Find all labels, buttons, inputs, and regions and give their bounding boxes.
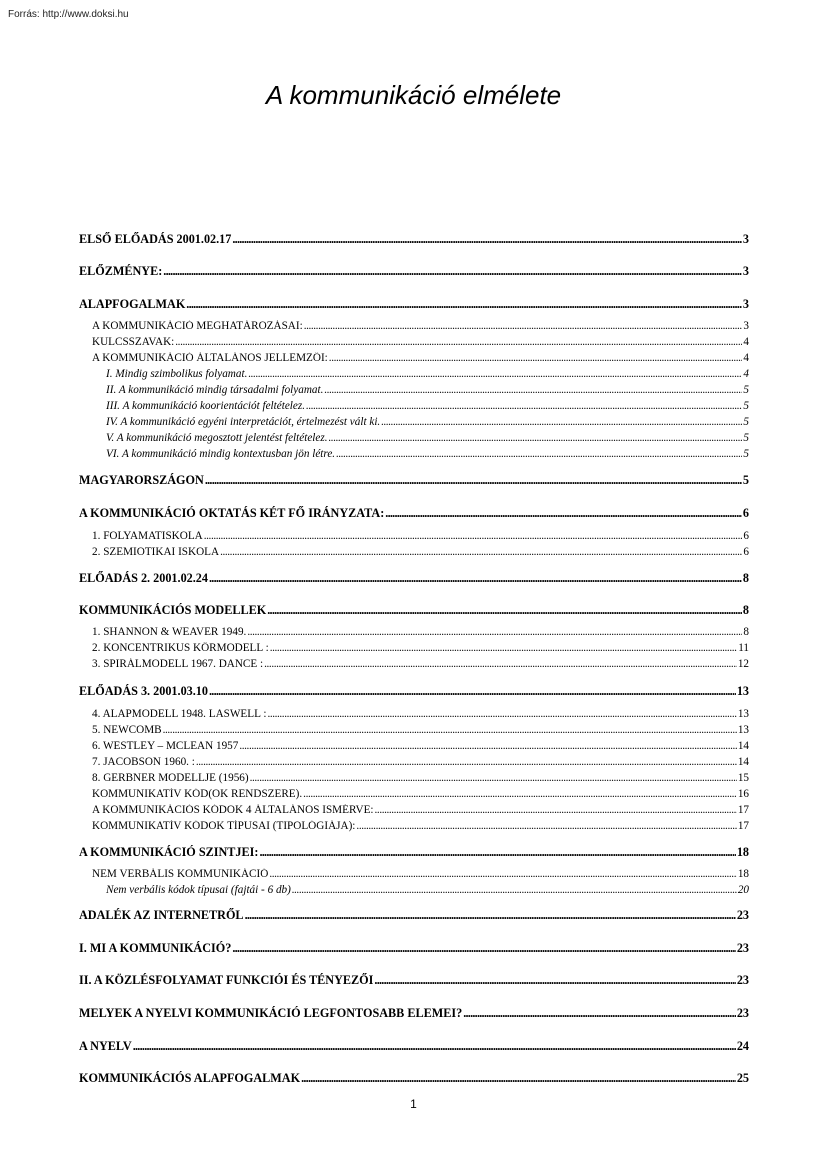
toc-entry[interactable] <box>79 868 749 880</box>
toc-entry-page: 3 <box>742 232 749 246</box>
toc-dot-leader <box>329 432 743 444</box>
toc-dot-leader <box>385 506 742 521</box>
toc-entry[interactable] <box>79 264 749 279</box>
toc-entry[interactable] <box>79 804 749 816</box>
toc-entry-page: 23 <box>736 941 749 955</box>
toc-dot-leader <box>264 658 737 670</box>
toc-entry-title: ELSŐ ELŐADÁS 2001.02.17 <box>79 232 232 246</box>
toc-entry-title: ELŐADÁS 2. 2001.02.24 <box>79 571 208 585</box>
toc-dot-leader <box>205 473 742 488</box>
toc-entry[interactable] <box>79 232 749 247</box>
toc-entry-page: 18 <box>737 868 749 880</box>
toc-dot-leader <box>292 884 737 896</box>
toc-dot-leader <box>133 1039 736 1054</box>
toc-entry-page: 3 <box>742 297 749 311</box>
toc-entry[interactable] <box>79 820 749 832</box>
toc-entry-page: 11 <box>738 642 749 654</box>
toc-entry-title: KOMMUNIKÁCIÓS MODELLEK <box>79 603 267 617</box>
toc-entry-page: 20 <box>737 884 749 896</box>
toc-entry-title: 6. WESTLEY – MCLEAN 1957 <box>92 740 239 752</box>
toc-dot-leader <box>269 868 737 880</box>
toc-dot-leader <box>267 603 742 618</box>
toc-dot-leader <box>463 1006 736 1021</box>
document-title: A kommunikáció elmélete <box>265 80 562 110</box>
toc-dot-leader <box>381 416 742 428</box>
toc-entry[interactable] <box>79 400 749 412</box>
toc-entry-title: A KOMMUNIKÁCIÓS KÓDOK 4 ÁLTALÁNOS ISMÉRVE: <box>92 804 374 816</box>
toc-entry[interactable] <box>79 571 749 586</box>
toc-entry-title: 8. GERBNER MODELLJE (1956) <box>92 772 249 784</box>
toc-entry-title: MELYEK A NYELVI KOMMUNIKÁCIÓ LEGFONTOSABB ELEMEI? <box>79 1006 463 1020</box>
toc-entry[interactable] <box>79 368 749 380</box>
toc-dot-leader <box>175 336 742 348</box>
toc-entry-page: 8 <box>742 603 749 617</box>
toc-entry-title: Nem verbális kódok típusai (fajtái - 6 db) <box>106 884 291 896</box>
toc-dot-leader <box>248 368 742 380</box>
toc-entry-title: 7. JACOBSON 1960. : <box>92 756 195 768</box>
toc-entry-page: 17 <box>737 820 749 832</box>
toc-entry-page: 5 <box>743 432 749 444</box>
toc-entry-title: V. A kommunikáció megosztott jelentést feltételez. <box>106 432 328 444</box>
toc-entry-title: 3. SPIRÁLMODELL 1967. DANCE : <box>92 658 264 670</box>
toc-entry-title: I. MI A KOMMUNIKÁCIÓ? <box>79 941 232 955</box>
toc-entry-page: 12 <box>737 658 749 670</box>
toc-dot-leader <box>306 400 742 412</box>
toc-entry-page: 23 <box>736 1006 749 1020</box>
toc-entry-title: A KOMMUNIKÁCIÓ ÁLTALÁNOS JELLEMZŐI: <box>92 352 328 364</box>
toc-entry-title: NEM VERBÁLIS KOMMUNIKÁCIÓ <box>92 868 269 880</box>
toc-entry[interactable] <box>79 546 749 558</box>
toc-entry-title: 2. KONCENTRIKUS KÖRMODELL : <box>92 642 269 654</box>
toc-entry-title: ALAPFOGALMAK <box>79 297 186 311</box>
source-note: Forrás: http://www.doksi.hu <box>8 9 129 20</box>
toc-entry-page: 5 <box>743 400 749 412</box>
toc-dot-leader <box>301 1071 736 1086</box>
toc-entry-title: 5. NEWCOMB <box>92 724 162 736</box>
toc-entry-page: 23 <box>736 973 749 987</box>
toc-entry-title: ADALÉK AZ INTERNETRŐL <box>79 908 244 922</box>
toc-dot-leader <box>336 448 742 460</box>
toc-dot-leader <box>163 724 737 736</box>
toc-dot-leader <box>239 740 736 752</box>
toc-dot-leader <box>250 772 737 784</box>
toc-entry-page: 14 <box>737 740 749 752</box>
toc-entry[interactable] <box>79 1071 749 1086</box>
toc-entry[interactable] <box>79 772 749 784</box>
toc-entry[interactable] <box>79 658 749 670</box>
toc-dot-leader <box>329 352 743 364</box>
toc-entry-page: 8 <box>743 626 749 638</box>
toc-entry-title: 4. ALAPMODELL 1948. LASWELL : <box>92 708 267 720</box>
toc-dot-leader <box>186 297 742 312</box>
toc-dot-leader <box>232 941 735 956</box>
toc-entry[interactable] <box>79 320 749 332</box>
toc-entry-title: IV. A kommunikáció egyéni interpretációt, értelmezést vált ki. <box>106 416 381 428</box>
toc-entry-page: 5 <box>743 384 749 396</box>
toc-entry-title: KOMMUNIKÁCIÓS ALAPFOGALMAK <box>79 1071 301 1085</box>
toc-entry-page: 18 <box>736 845 749 859</box>
toc-entry-title: I. Mindig szimbolikus folyamat. <box>106 368 248 380</box>
toc-dot-leader <box>163 264 742 279</box>
toc-entry-page: 8 <box>742 571 749 585</box>
toc-entry-title: ELŐZMÉNYE: <box>79 264 163 278</box>
toc-entry-page: 14 <box>737 756 749 768</box>
toc-dot-leader <box>267 708 736 720</box>
toc-entry-page: 4 <box>743 336 749 348</box>
toc-entry[interactable] <box>79 506 749 521</box>
toc-dot-leader <box>375 804 737 816</box>
toc-entry[interactable] <box>79 973 749 988</box>
toc-entry-title: MAGYARORSZÁGON <box>79 473 204 487</box>
toc-entry[interactable] <box>79 788 749 800</box>
toc-entry-page: 6 <box>743 530 749 542</box>
toc-entry-title: A KOMMUNIKÁCIÓ SZINTJEI: <box>79 845 259 859</box>
toc-entry-page: 23 <box>736 908 749 922</box>
toc-dot-leader <box>204 530 743 542</box>
toc-entry[interactable] <box>79 530 749 542</box>
toc-entry-page: 3 <box>742 264 749 278</box>
toc-entry[interactable] <box>79 336 749 348</box>
toc-entry-title: A KOMMUNIKÁCIÓ MEGHATÁROZÁSAI: <box>92 320 303 332</box>
toc-entry[interactable] <box>79 1006 749 1021</box>
toc-dot-leader <box>245 908 736 923</box>
toc-entry-page: 5 <box>743 416 749 428</box>
toc-entry-page: 5 <box>743 448 749 460</box>
toc-dot-leader <box>303 788 737 800</box>
toc-entry[interactable] <box>79 416 749 428</box>
toc-entry-title: VI. A kommunikáció mindig kontextusban jön létre. <box>106 448 336 460</box>
toc-entry-page: 13 <box>736 684 749 698</box>
toc-entry-title: II. A KÖZLÉSFOLYAMAT FUNKCIÓI ÉS TÉNYEZŐI <box>79 973 374 987</box>
toc-entry[interactable] <box>79 845 749 860</box>
toc-entry[interactable] <box>79 473 749 488</box>
toc-entry-title: II. A kommunikáció mindig társadalmi folyamat. <box>106 384 324 396</box>
toc-entry[interactable] <box>79 724 749 736</box>
toc-dot-leader <box>209 684 736 699</box>
toc-entry-page: 4 <box>743 352 749 364</box>
toc-entry-title: KOMMUNIKATÍV KÓDOK TÍPUSAI (TIPOLÓGIÁJA): <box>92 820 356 832</box>
toc-entry[interactable] <box>79 448 749 460</box>
toc-entry-title: KOMMUNIKATÍV KÓD(OK RENDSZERE). <box>92 788 303 800</box>
toc-entry-title: KULCSSZAVAK: <box>92 336 175 348</box>
toc-entry[interactable] <box>79 941 749 956</box>
toc-dot-leader <box>356 820 736 832</box>
toc-entry[interactable] <box>79 384 749 396</box>
toc-dot-leader <box>247 626 742 638</box>
toc-entry[interactable] <box>79 432 749 444</box>
toc-dot-leader <box>209 571 742 586</box>
toc-dot-leader <box>374 973 735 988</box>
toc-entry-page: 17 <box>737 804 749 816</box>
toc-entry[interactable] <box>79 884 749 896</box>
toc-entry[interactable] <box>79 603 749 618</box>
toc-entry[interactable] <box>79 908 749 923</box>
toc-entry[interactable] <box>79 1039 749 1054</box>
toc-entry-title: 1. SHANNON & WEAVER 1949. <box>92 626 247 638</box>
toc-dot-leader <box>220 546 742 558</box>
toc-entry[interactable] <box>79 756 749 768</box>
toc-entry-page: 4 <box>743 368 749 380</box>
toc-entry-title: A KOMMUNIKÁCIÓ OKTATÁS KÉT FŐ IRÁNYZATA: <box>79 506 385 520</box>
toc-entry[interactable] <box>79 642 749 654</box>
toc-entry-page: 6 <box>742 506 749 520</box>
toc-entry-page: 24 <box>736 1039 749 1053</box>
toc-entry-page: 5 <box>742 473 749 487</box>
toc-entry-page: 13 <box>737 708 749 720</box>
toc-entry[interactable] <box>79 626 749 638</box>
toc-entry[interactable] <box>79 684 749 699</box>
toc-entry[interactable] <box>79 740 749 752</box>
toc-entry-page: 16 <box>737 788 749 800</box>
toc-entry-title: ELŐADÁS 3. 2001.03.10 <box>79 684 208 698</box>
toc-entry-page: 13 <box>737 724 749 736</box>
toc-dot-leader <box>232 232 742 247</box>
toc-entry[interactable] <box>79 352 749 364</box>
toc-entry-title: III. A kommunikáció koorientációt feltételez. <box>106 400 306 412</box>
toc-entry-page: 6 <box>743 546 749 558</box>
toc-entry-title: 2. SZEMIOTIKAI ISKOLA <box>92 546 220 558</box>
toc-entry-page: 25 <box>736 1071 749 1085</box>
toc-entry-page: 15 <box>737 772 749 784</box>
toc-entry-page: 3 <box>743 320 749 332</box>
toc-dot-leader <box>304 320 743 332</box>
toc-dot-leader <box>196 756 737 768</box>
toc-entry-title: A NYELV <box>79 1039 132 1053</box>
toc-entry[interactable] <box>79 708 749 720</box>
toc-entry[interactable] <box>79 297 749 312</box>
toc-dot-leader <box>259 845 735 860</box>
toc-dot-leader <box>324 384 742 396</box>
page-number: 1 <box>410 1097 417 1111</box>
toc-entry-title: 1. FOLYAMATISKOLA <box>92 530 203 542</box>
toc-dot-leader <box>270 642 738 654</box>
